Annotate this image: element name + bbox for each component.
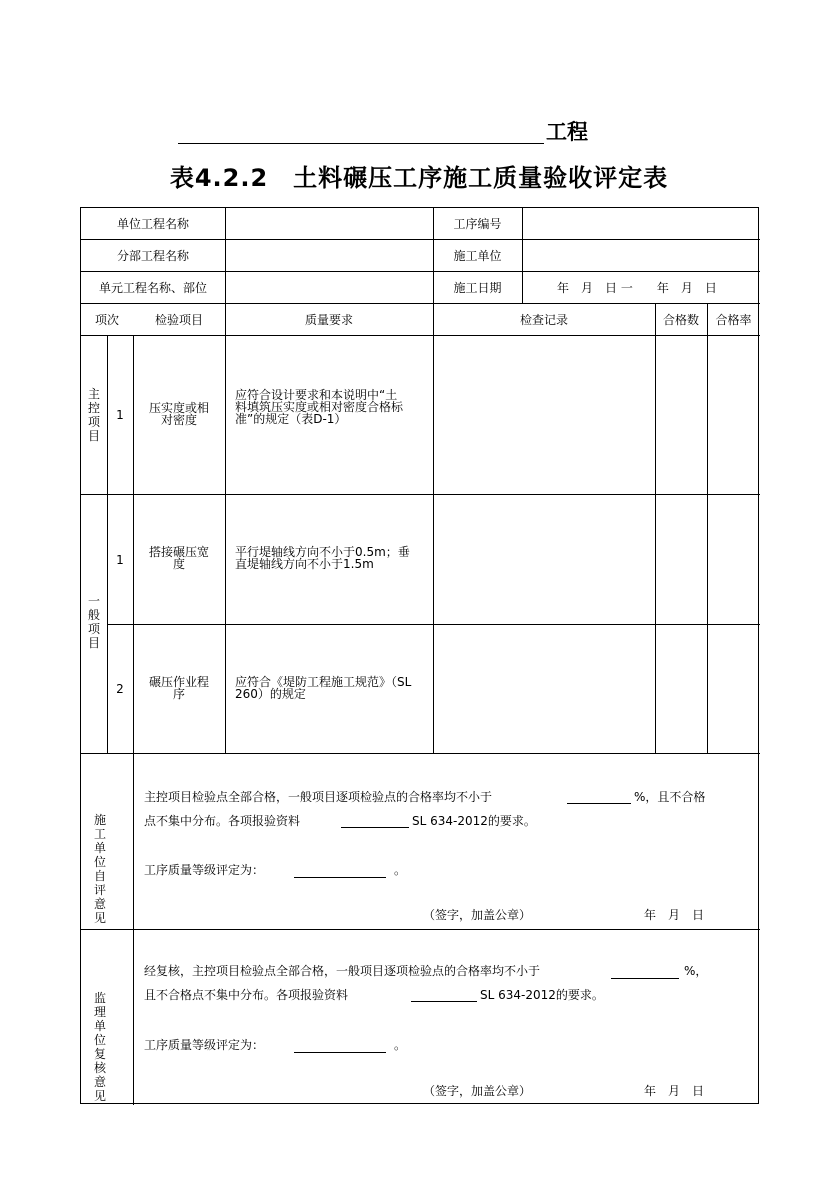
process-no-label: 工序编号 — [453, 217, 502, 231]
construction-docs-blank[interactable] — [341, 827, 409, 828]
general-item-1-no: 1 — [116, 553, 124, 567]
process-no-field[interactable] — [523, 209, 759, 239]
col-quality-req: 质量要求 — [304, 313, 353, 327]
construction-unit-label: 施工单位 — [453, 249, 502, 263]
supervision-opinion-line1-end: %， — [684, 964, 708, 978]
general-group-label: 一般项目 — [87, 594, 100, 650]
supervision-rate-blank[interactable] — [611, 978, 679, 979]
construction-rate-blank[interactable] — [567, 803, 631, 804]
construction-opinion-line2: 点不集中分布。各项报验资料 — [144, 814, 301, 828]
general-item-2-name: 碾压作业程序 — [149, 675, 210, 701]
general-item-1-name: 搭接碾压宽度 — [149, 545, 210, 571]
construction-grade-end: 。 — [394, 863, 407, 877]
supervision-opinion-line2-end: SL 634-2012的要求。 — [480, 988, 604, 1002]
col-qualified-rate: 合格率 — [715, 313, 752, 327]
construction-opinion-line1: 主控项目检验点全部合格，一般项目逐项检验点的合格率均不小于 — [144, 790, 493, 804]
unit-project-label: 单位工程名称 — [116, 217, 189, 231]
supervision-opinion-label: 监理单位复核意见 — [93, 991, 106, 1103]
construction-date-label: 施工日期 — [453, 281, 502, 295]
construction-date[interactable]: 年 月 日 — [644, 908, 705, 922]
project-name-blank[interactable] — [178, 143, 544, 144]
general-item-2-no: 2 — [116, 682, 124, 696]
general-item-2-requirement: 应符合《堤防工程施工规范》（SL 260）的规定 — [235, 675, 412, 701]
main-item-1-record[interactable] — [434, 336, 654, 494]
main-item-1-requirement: 应符合设计要求和本说明中“土料填筑压实度或相对密度合格标准”的规定（表D-1） — [235, 388, 404, 426]
unit-project-field[interactable] — [226, 209, 432, 239]
general-item-2-record[interactable] — [434, 625, 654, 753]
general-item-2-rate[interactable] — [708, 625, 759, 753]
main-item-1-name: 压实度或相对密度 — [149, 401, 210, 427]
evaluation-table — [80, 207, 759, 1104]
project-suffix: 工程 — [546, 120, 588, 144]
general-item-2-count[interactable] — [656, 625, 706, 753]
form-title: 表4.2.2 土料碾压工序施工质量验收评定表 — [169, 164, 669, 192]
main-control-group-label: 主控项目 — [87, 387, 100, 443]
supervision-grade-label: 工序质量等级评定为： — [144, 1038, 265, 1052]
construction-sign: （签字，加盖公章） — [423, 908, 532, 922]
supervision-grade-blank[interactable] — [294, 1052, 386, 1053]
construction-unit-field[interactable] — [523, 241, 759, 271]
element-project-field[interactable] — [226, 273, 432, 303]
construction-opinion-line2-end: SL 634-2012的要求。 — [412, 814, 536, 828]
main-item-1-count[interactable] — [656, 336, 706, 494]
supervision-opinion-line2: 且不合格点不集中分布。各项报验资料 — [144, 988, 349, 1002]
supervision-docs-blank[interactable] — [411, 1001, 477, 1002]
general-item-1-count[interactable] — [656, 495, 706, 623]
col-qualified-count: 合格数 — [662, 313, 699, 327]
main-item-1-no: 1 — [116, 408, 124, 422]
sub-project-label: 分部工程名称 — [116, 249, 189, 263]
main-item-1-rate[interactable] — [708, 336, 759, 494]
general-item-1-requirement: 平行堤轴线方向不小于0.5m；垂直堤轴线方向不小于1.5m — [235, 545, 410, 571]
col-inspection-record: 检查记录 — [519, 313, 568, 327]
general-item-1-rate[interactable] — [708, 495, 759, 623]
construction-opinion-label: 施工单位自评意见 — [93, 813, 106, 925]
supervision-date[interactable]: 年 月 日 — [644, 1084, 705, 1098]
element-project-label: 单元工程名称、部位 — [98, 281, 207, 295]
construction-date-range[interactable]: 年 月 日 一 年 月 日 — [557, 281, 717, 295]
general-item-1-record[interactable] — [434, 495, 654, 623]
col-item-no: 项次 — [94, 313, 119, 327]
construction-grade-label: 工序质量等级评定为： — [144, 863, 265, 877]
construction-grade-blank[interactable] — [294, 877, 386, 878]
col-inspection-item: 检验项目 — [154, 313, 203, 327]
supervision-opinion-line1: 经复核，主控项目检验点全部合格，一般项目逐项检验点的合格率均不小于 — [144, 964, 541, 978]
sub-project-field[interactable] — [226, 241, 432, 271]
supervision-grade-end: 。 — [394, 1038, 407, 1052]
construction-opinion-line1-end: %，且不合格 — [634, 790, 706, 804]
supervision-sign: （签字，加盖公章） — [423, 1084, 532, 1098]
